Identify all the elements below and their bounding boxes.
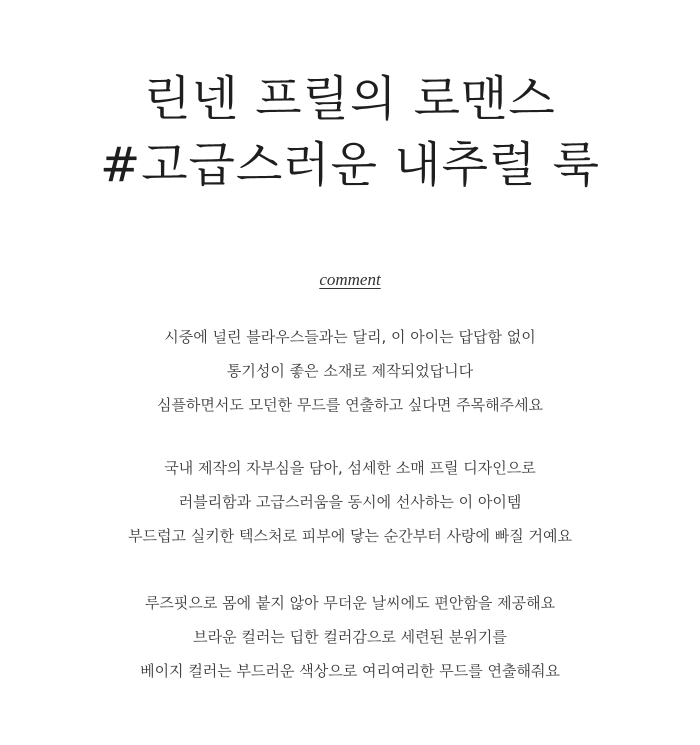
description-line: 시중에 널린 블라우스들과는 달리, 이 아이는 답답함 없이 [164, 328, 536, 346]
description-paragraph-1 [0, 320, 700, 422]
description-line: 국내 제작의 자부심을 담아, 섬세한 소매 프릴 디자인으로 [164, 459, 536, 477]
description-line: 부드럽고 실키한 텍스처로 피부에 닿는 순간부터 사랑에 빠질 거예요 [128, 527, 572, 545]
description-line: 브라운 컬러는 딥한 컬러감으로 세련된 분위기를 [193, 628, 507, 646]
headline-line-1: 린넨 프릴의 로맨스 [144, 71, 556, 127]
headline-line-2: #고급스러운 내추럴 룩 [99, 137, 601, 193]
description-line: 러블리함과 고급스러움을 동시에 선사하는 이 아이템 [178, 493, 522, 511]
comment-label [0, 268, 700, 292]
description-line: 베이지 컬러는 부드러운 색상으로 여리여리한 무드를 연출해줘요 [140, 662, 560, 680]
product-headline [0, 66, 700, 198]
description-paragraph-2 [0, 451, 700, 553]
comment-label-text: comment [319, 270, 381, 289]
description-line: 심플하면서도 모던한 무드를 연출하고 싶다면 주목해주세요 [156, 396, 544, 414]
description-line: 루즈핏으로 몸에 붙지 않아 무더운 날씨에도 편안함을 제공해요 [144, 594, 556, 612]
description-paragraph-3 [0, 586, 700, 688]
description-line: 통기성이 좋은 소재로 제작되었답니다 [226, 362, 474, 380]
